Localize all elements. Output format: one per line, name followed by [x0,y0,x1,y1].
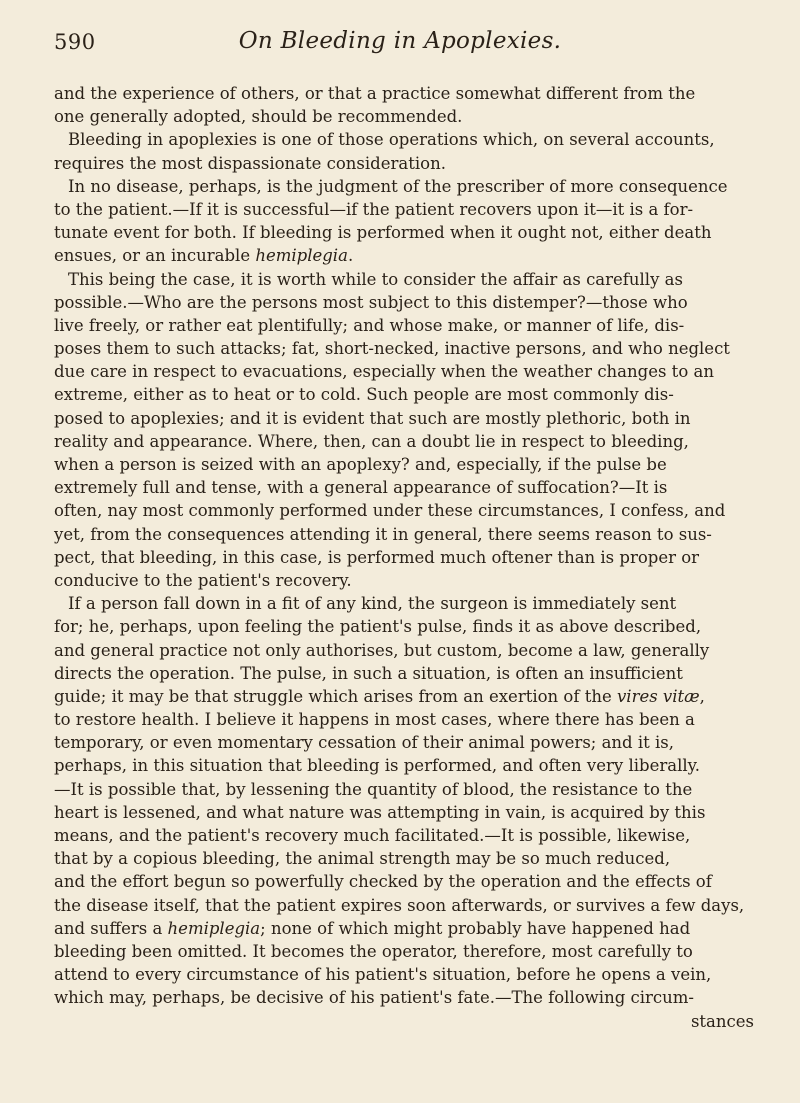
text-line: perhaps, in this situation that bleeding is performed, and often very liberally. [54,756,701,776]
text-line: due care in respect to evacuations, especially when the weather changes to an [54,362,714,382]
text-line: that by a copious bleeding, the animal strength may be so much reduced, [54,849,671,869]
text-line: extremely full and tense, with a general appearance of suffocation?—It is [54,478,668,498]
text-line: tunate event for both. If bleeding is performed when it ought not, either death [54,223,712,243]
text-line: extreme, either as to heat or to cold. Such people are most commonly dis- [54,385,674,405]
page-number: 590 [54,30,96,54]
text-line: —It is possible that, by lessening the quantity of blood, the resistance to the [54,779,693,799]
text-line: posed to apoplexies; and it is evident that such are mostly plethoric, both in [54,408,691,428]
text-line: directs the operation. The pulse, in such a situation, is often an insufficient [54,663,683,683]
text-line: which may, perhaps, be decisive of his patient's fate.—The following circum- [54,988,694,1008]
body-text [54,82,754,1033]
text-line: when a person is seized with an apoplexy? and, especially, if the pulse be [54,455,667,474]
text-line [54,917,754,940]
text-line: yet, from the consequences attending it in general, there seems reason to sus- [54,524,712,544]
text-line: bleeding been omitted. It becomes the operator, therefore, most carefully to [54,941,693,961]
text-segment: ; none of which might probably have happened had [260,918,691,938]
text-line: live freely, or rather eat plentifully; and whose make, or manner of life, dis- [54,315,685,335]
text-line: temporary, or even momentary cessation of their animal powers; and it is, [54,733,675,753]
text-line: poses them to such attacks; fat, short-necked, inactive persons, and who neglect [54,339,730,359]
text-line: to the patient.—If it is successful—if the patient recovers upon it—it is a for- [54,199,694,219]
text-line: Bleeding in apoplexies is one of those operations which, on several accounts, [68,130,715,150]
text-line: pect, that bleeding, in this case, is performed much oftener than is proper or [54,547,700,567]
text-line: and the effort begun so powerfully checked by the operation and the effects of [54,872,712,892]
text-segment: guide; it may be that struggle which arises from an exertion of the [54,686,617,706]
italic-term: hemiplegia [255,246,348,266]
text-line: reality and appearance. Where, then, can a doubt lie in respect to bleeding, [54,431,689,451]
text-line: possible.—Who are the persons most subject to this distemper?—those who [54,292,688,312]
text-line [54,685,754,708]
text-line: one generally adopted, should be recommended. [54,107,463,127]
text-line: often, nay most commonly performed under these circumstances, I confess, and [54,501,726,521]
text-line [54,244,754,267]
text-line: and general practice not only authorises, but custom, become a law, generally [54,640,710,660]
text-line: to restore health. I believe it happens in most cases, where there has been a [54,710,695,730]
text-line: for; he, perhaps, upon feeling the patient's pulse, finds it as above described, [54,617,702,637]
text-line: the disease itself, that the patient expires soon afterwards, or survives a few days, [54,895,745,915]
text-segment: . [347,246,354,266]
text-line: In no disease, perhaps, is the judgment of the prescriber of more consequence [68,176,728,196]
italic-term: hemiplegia [167,918,261,938]
text-line: attend to every circumstance of his patient's situation, before he opens a vein, [54,965,712,985]
text-segment: , [699,686,705,706]
text-line: heart is lessened, and what nature was attempting in vain, is acquired by this [54,802,706,822]
text-segment: and suffers a [54,918,168,938]
text-line: and the experience of others, or that a practice somewhat different from the [54,84,696,103]
text-line: requires the most dispassionate consideration. [54,153,446,173]
page-header [40,22,760,66]
text-line: stances [690,1011,754,1031]
text-line: This being the case, it is worth while to consider the affair as carefully as [68,269,683,289]
text-segment: ensues, or an incurable [54,246,256,266]
text-line: conducive to the patient's recovery. [54,570,352,590]
text-line: If a person fall down in a fit of any kind, the surgeon is immediately sent [68,594,677,614]
running-title: On Bleeding in Apoplexies. [238,28,562,54]
italic-term: vires vitæ [616,686,700,706]
text-line: means, and the patient's recovery much facilitated.—It is possible, likewise, [54,826,691,845]
